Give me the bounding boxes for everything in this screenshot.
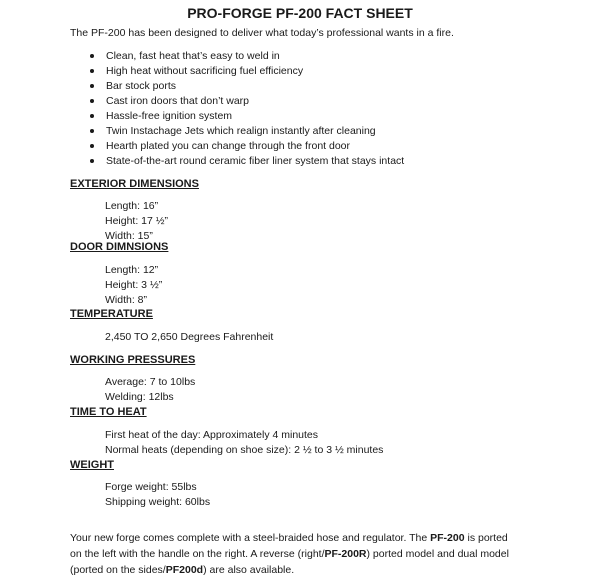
list-item: Normal heats (depending on shoe size): 2 ½ to 3 ½ minutes	[105, 444, 384, 456]
list-item: Width: 15”	[105, 230, 153, 242]
closing-text: ) ported model and dual model (ported on the sides/	[70, 548, 509, 576]
weight-list	[105, 480, 210, 510]
list-item: Length: 16”	[105, 200, 159, 212]
document-title: PRO-FORGE PF-200 FACT SHEET	[187, 5, 413, 21]
closing-text: is ported on the left with the handle on the right. A reverse (right/	[70, 532, 508, 560]
closing-paragraph	[70, 530, 520, 578]
list-item: Hassle-free ignition system	[70, 109, 404, 124]
list-item: Shipping weight: 60lbs	[105, 496, 211, 508]
weight-heading: WEIGHT	[70, 459, 114, 471]
list-item: Cast iron doors that don’t warp	[70, 94, 404, 109]
exterior-dimensions-heading: EXTERIOR DIMENSIONS	[70, 178, 199, 190]
time-to-heat-heading: TIME TO HEAT	[70, 406, 147, 418]
working-pressures-heading: WORKING PRESSURES	[70, 354, 196, 366]
intro-text: The PF-200 has been designed to deliver what today’s professional wants in a fire.	[70, 27, 454, 39]
feature-list	[70, 49, 404, 169]
list-item: Hearth plated you can change through the front door	[70, 139, 404, 154]
closing-text: ) are also available.	[203, 564, 295, 576]
list-item: Height: 3 ½”	[105, 279, 163, 291]
time-to-heat-list	[105, 428, 383, 458]
closing-text: Your new forge comes complete with a steel-braided hose and regulator. The	[70, 532, 431, 544]
list-item: First heat of the day: Approximately 4 minutes	[105, 429, 319, 441]
list-item: Height: 17 ½”	[105, 215, 169, 227]
model-pf200: PF-200	[430, 532, 465, 544]
list-item: Width: 8”	[105, 294, 148, 306]
list-item: Length: 12”	[105, 264, 159, 276]
temperature-heading: TEMPERATURE	[70, 308, 153, 320]
working-pressures-list	[105, 375, 195, 405]
list-item: 2,450 TO 2,650 Degrees Fahrenheit	[105, 331, 274, 343]
list-item: Welding: 12lbs	[105, 391, 174, 403]
exterior-dimensions-list	[105, 199, 168, 244]
list-item: Forge weight: 55lbs	[105, 481, 197, 493]
temperature-list	[105, 330, 273, 345]
list-item: Twin Instachage Jets which realign instantly after cleaning	[70, 124, 404, 139]
door-dimensions-list	[105, 263, 162, 308]
list-item: Clean, fast heat that’s easy to weld in	[70, 49, 404, 64]
list-item: Average: 7 to 10lbs	[105, 376, 196, 388]
list-item: High heat without sacrificing fuel efficiency	[70, 64, 404, 79]
model-pf200r: PF-200R	[324, 548, 367, 560]
door-dimensions-heading: DOOR DIMNSIONS	[70, 241, 169, 253]
model-pf200d: PF200d	[165, 564, 204, 576]
list-item: State-of-the-art round ceramic fiber liner system that stays intact	[70, 154, 404, 169]
list-item: Bar stock ports	[70, 79, 404, 94]
